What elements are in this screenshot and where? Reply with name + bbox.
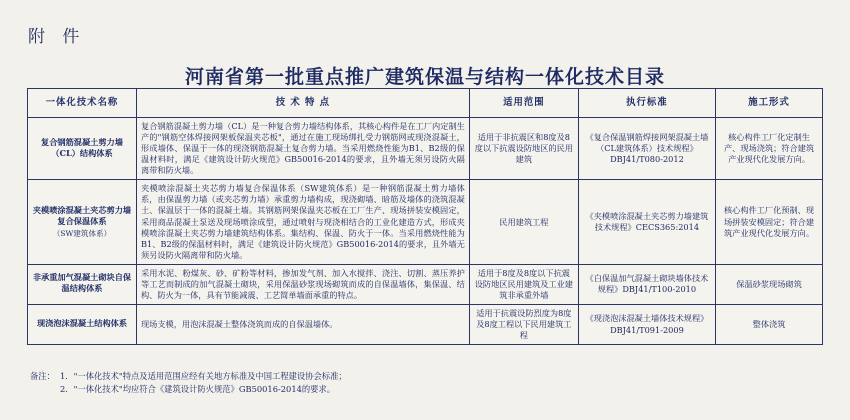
cell-tech-scope: 适用于抗震设防烈度为8度及8度工程以下民用建筑工程 — [469, 304, 578, 344]
table-row — [28, 118, 823, 180]
column-header-name: 一体化技术名称 — [28, 89, 137, 118]
cell-tech-scope: 适用于8度及8度以下抗震设防地区民用建筑及工业建筑非承重外墙 — [469, 264, 578, 304]
table-row — [28, 264, 823, 304]
cell-tech-form: 整体浇筑 — [716, 304, 823, 344]
note-item: 2．"一体化技术"均应符合《建筑设计防火规范》GB50016-2014的要求。 — [60, 383, 336, 394]
column-header-scope: 适用范围 — [469, 89, 578, 118]
cell-tech-feature: 现场支模，用泡沫混凝土整体浇筑而成的自保温墙体。 — [136, 304, 469, 344]
table-row — [28, 180, 823, 264]
tech-name-text: 夹模喷涂混凝土夹芯剪力墙复合保温体系 — [32, 204, 132, 226]
cell-tech-form: 核心构件工厂化预制、现场拼装安模固定；符合建筑产业现代化发展方向。 — [716, 180, 823, 264]
table-header-row — [28, 89, 823, 118]
cell-tech-form: 保温砂浆现场砌筑 — [716, 264, 823, 304]
cell-tech-form: 核心构件工厂化定制生产、现场浇筑；符合建筑产业现代化发展方向。 — [716, 118, 823, 180]
cell-tech-scope: 民用建筑工程 — [469, 180, 578, 264]
cell-tech-feature: 采用水泥、粉煤灰、砂、矿粉等材料，掺加发气剂、加入水搅拌、浇注、切割、蒸压养护等工艺而制成的加气混凝土砌块，采用保温砂浆现场砌筑而成的自保温墙体，集保温、结构、防火为一体，具有节能减震、工艺简单墙面承重的特点。 — [136, 264, 469, 304]
column-header-standard: 执行标准 — [578, 89, 715, 118]
cell-tech-standard: 《复合保温钢筋焊接网架混凝土墙（CL建筑体系）技术规程》DBJ41/T080-2012 — [578, 118, 715, 180]
cell-tech-feature: 夹模喷涂混凝土夹芯剪力墙复合保温体系（SW建筑体系）是一种钢筋混凝土剪力墙体系，由保温剪力墙（或夹芯剪力墙）承重剪力墙构成，现浇砌墙、暗筋及墙体的浇筑混凝土、保温层于一体的混凝土墙。其钢筋网架保温夹芯板在工厂生产、现场拼装安模固定，采用商品混凝土泵送及现场喷涂成型，通过喷射与现浇相结合的工业化建造方式，形成夹模喷涂混凝土夹芯剪力墙建筑结构体系。集结构、保温、防火于一体。当采用燃烧性能为B1、B2级的保温材料时，满足《建筑设计防火规范》GB50016-2014的要求，且外墙无须另设防火隔离带和防火墙。 — [136, 180, 469, 264]
tech-name-text: 复合钢筋混凝土剪力墙（CL）结构体系 — [41, 136, 123, 158]
table-notes — [30, 370, 820, 396]
tech-name-subtext: （SW建筑体系） — [52, 228, 112, 238]
tech-name-text: 非承重加气混凝土砌块自保温结构体系 — [32, 272, 132, 294]
page-title: 河南省第一批重点推广建筑保温与结构一体化技术目录 — [184, 66, 665, 88]
cell-tech-standard: 《白保温加气混凝土砌块墙体技术规程》DBJ41/T100-2010 — [578, 264, 715, 304]
column-header-form: 施工形式 — [716, 89, 823, 118]
cell-tech-name — [28, 180, 137, 264]
tech-name-text: 现浇泡沫混凝土结构体系 — [36, 318, 128, 328]
note-item: 1．"一体化技术"特点及适用范围应经有关地方标准及中国工程建设协会标准； — [60, 371, 347, 381]
table-row — [28, 304, 823, 344]
cell-tech-standard: 《夹模喷涂混凝土夹芯剪力墙建筑技术规程》CECS365:2014 — [578, 180, 715, 264]
notes-body — [60, 370, 820, 396]
attachment-label: 附 件 — [28, 27, 86, 47]
cell-tech-name — [28, 264, 137, 304]
cell-tech-name — [28, 118, 137, 180]
notes-label: 备注： — [30, 371, 55, 381]
cell-tech-scope: 适用于非抗震区和8度及8度以下抗震设防地区的民用建筑 — [469, 118, 578, 180]
technology-catalog-table — [27, 88, 823, 345]
cell-tech-standard: 《现浇泡沫混凝土墙体技术规程》DBJ41/T091-2009 — [578, 304, 715, 344]
cell-tech-name — [28, 304, 137, 344]
cell-tech-feature: 复合钢筋混凝土剪力墙（CL）是一种复合剪力墙结构体系，其核心构件是在工厂内定制生产的"钢筋空体焊接网架板保温夹芯板"，通过在施工现场绑扎受力钢筋网或现浇混凝土，形成墙体、保温于一体的现浇钢筋混凝土复合剪力墙。当采用燃烧性能为B1、B2级的保温材料时，满足《建筑设计防火规范》GB50016-2014的要求，且外墙无须另设防火隔离带和防火墙。 — [136, 118, 469, 180]
column-header-feature: 技 术 特 点 — [136, 89, 469, 118]
